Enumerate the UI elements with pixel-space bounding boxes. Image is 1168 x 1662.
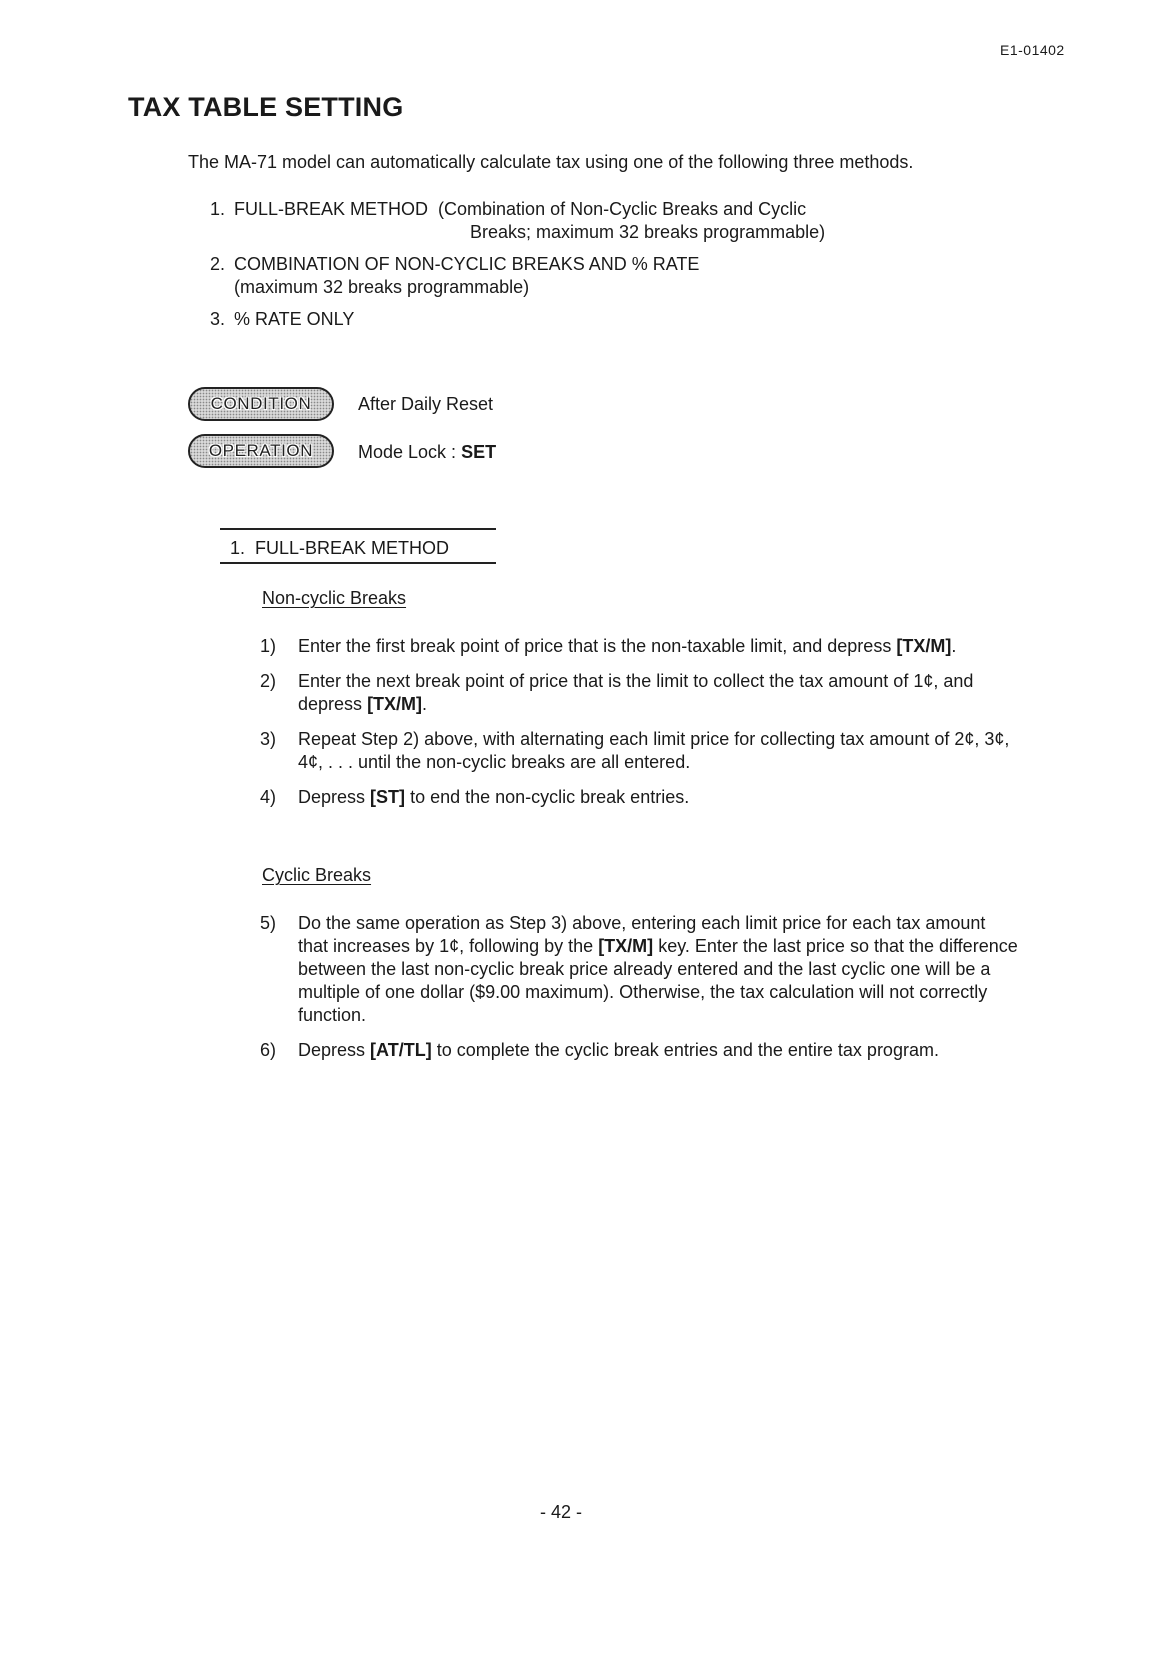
step-number: 4) bbox=[260, 787, 277, 807]
page-number: - 42 - bbox=[540, 1502, 583, 1522]
step-item bbox=[260, 728, 1020, 774]
intro-text: The MA-71 model can automatically calculate tax using one of the following three methods. bbox=[188, 152, 914, 172]
step-text: Depress bbox=[298, 787, 366, 807]
cyclic-steps bbox=[260, 912, 1020, 1074]
step-text: Repeat Step 2) above, with alternating each limit price for collecting tax amount of 2¢, 3¢, 4¢, . . . until the non-cyclic breaks are all entered. bbox=[298, 729, 1010, 772]
step-text-end: . bbox=[951, 636, 957, 656]
step-text-end: key. Enter the last price so that the difference between the last non-cyclic break price already entered and the last cyclic one will be a multiple of one dollar ($9.00 maximum). Otherwise, the tax calculation will not correctly function. bbox=[298, 936, 1018, 1025]
step-item bbox=[260, 1039, 1020, 1062]
method-line-2: (maximum 32 breaks programmable) bbox=[234, 277, 530, 297]
method-item-rate-only bbox=[210, 308, 1030, 331]
page-title: TAX TABLE SETTING bbox=[128, 92, 404, 122]
step-number: 5) bbox=[260, 913, 277, 933]
method-line-1: COMBINATION OF NON-CYCLIC BREAKS AND % RATE bbox=[234, 254, 700, 274]
step-text-end: . bbox=[422, 694, 428, 714]
operation-mode-value: SET bbox=[461, 442, 497, 462]
method-line-1: % RATE ONLY bbox=[234, 309, 355, 329]
key-label: [TX/M] bbox=[598, 936, 654, 956]
step-text: Depress bbox=[298, 1040, 366, 1060]
step-item bbox=[260, 786, 1020, 809]
document-code: E1-01402 bbox=[1000, 42, 1065, 58]
key-label: [ST] bbox=[370, 787, 406, 807]
step-text-end: to end the non-cyclic break entries. bbox=[410, 787, 690, 807]
noncyclic-heading: Non-cyclic Breaks bbox=[262, 588, 407, 608]
method-number: 1. bbox=[210, 199, 226, 219]
noncyclic-steps bbox=[260, 635, 1020, 821]
method-item-full-break bbox=[210, 198, 1030, 244]
key-label: [AT/TL] bbox=[370, 1040, 432, 1060]
step-number: 3) bbox=[260, 729, 277, 749]
step-number: 6) bbox=[260, 1040, 277, 1060]
operation-text bbox=[358, 442, 496, 463]
key-label: [TX/M] bbox=[367, 694, 423, 714]
cyclic-heading: Cyclic Breaks bbox=[262, 865, 372, 885]
step-number: 1) bbox=[260, 636, 277, 656]
section-heading-text: 1. FULL-BREAK METHOD bbox=[230, 538, 450, 558]
section-heading bbox=[220, 538, 496, 564]
step-item bbox=[260, 912, 1020, 1027]
method-number: 2. bbox=[210, 254, 226, 274]
step-number: 2) bbox=[260, 671, 277, 691]
method-line-2: Breaks; maximum 32 breaks programmable) bbox=[470, 222, 826, 242]
step-item bbox=[260, 670, 1020, 716]
section-divider bbox=[220, 528, 496, 530]
step-item bbox=[260, 635, 1020, 658]
step-text: Do the same operation as Step 3) above, entering each limit price for each tax amount that increases by 1¢, following by the bbox=[298, 913, 986, 956]
operation-badge: OPERATION bbox=[188, 434, 334, 468]
step-text: Enter the first break point of price that is the non-taxable limit, and depress bbox=[298, 636, 892, 656]
key-label: [TX/M] bbox=[896, 636, 952, 656]
method-number: 3. bbox=[210, 309, 226, 329]
step-text-end: to complete the cyclic break entries and the entire tax program. bbox=[436, 1040, 939, 1060]
step-text: Enter the next break point of price that is the limit to collect the tax amount of 1¢, and depress bbox=[298, 671, 974, 714]
condition-badge: CONDITION bbox=[188, 387, 334, 421]
condition-text: After Daily Reset bbox=[358, 394, 494, 414]
method-line-1: FULL-BREAK METHOD (Combination of Non-Cyclic Breaks and Cyclic bbox=[234, 199, 807, 219]
methods-list bbox=[210, 198, 1030, 340]
method-item-combination bbox=[210, 253, 1030, 299]
operation-text-prefix: Mode Lock : bbox=[358, 442, 457, 462]
